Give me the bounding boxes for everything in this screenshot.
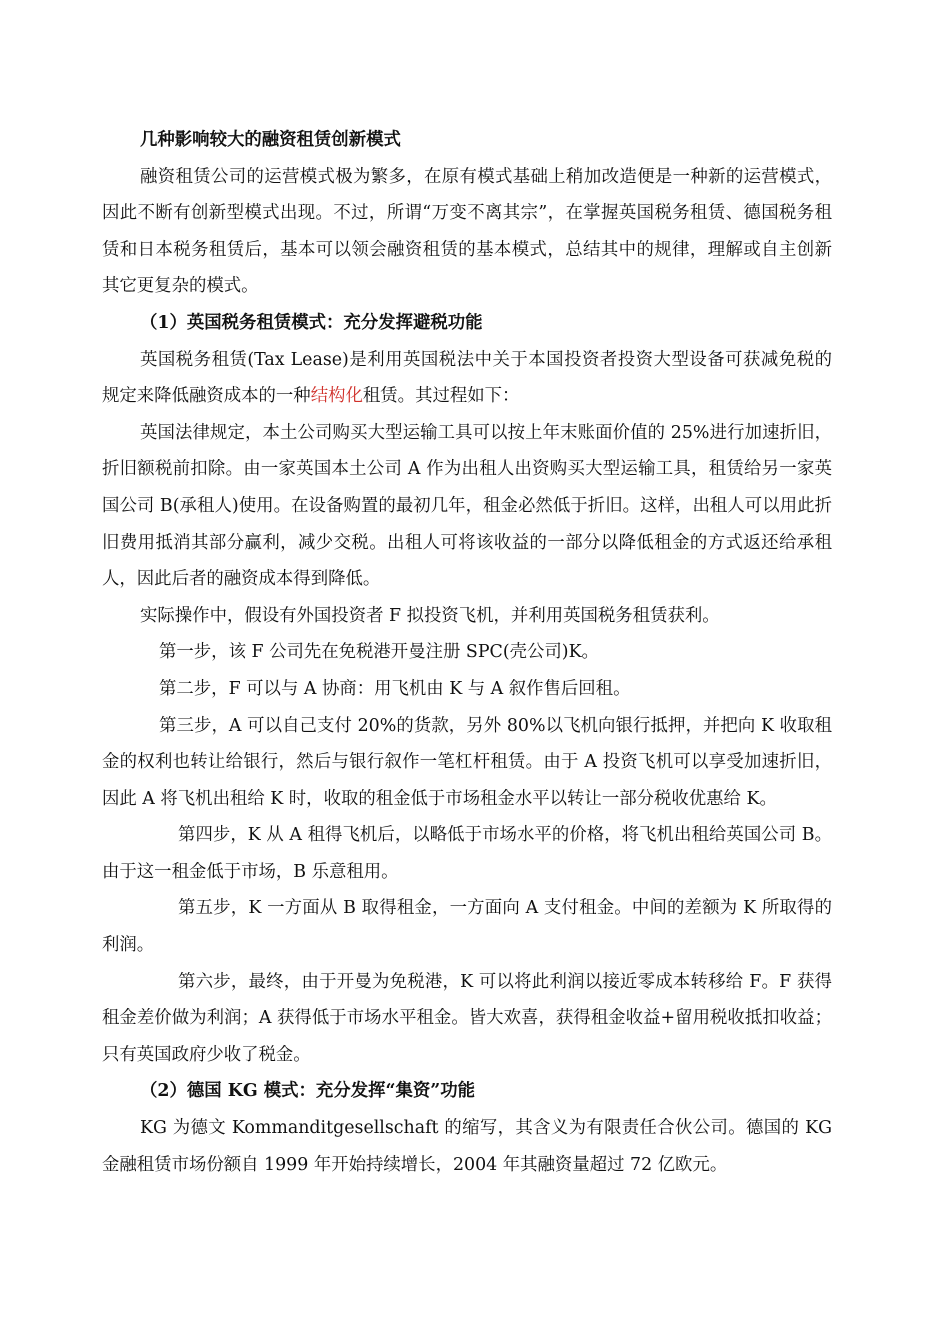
document-title: 几种影响较大的融资租赁创新模式 (140, 130, 401, 150)
paragraph-intro: 融资租赁公司的运营模式极为繁多，在原有模式基础上稍加改造便是一种新的运营模式，因此不断有创新型模式出现。不过，所谓“万变不离其宗”，在掌握英国税务租赁、德国税务租赁和日本税务租赁后，基本可以领会融资租赁的基本模式，总结其中的规律，理解或自主创新其它更复杂的模式。 (102, 166, 832, 297)
paragraph-uk-definition-text: 英国税务租赁(Tax Lease)是利用英国税法中关于本国投资者投资大型设备可获减免税的规定来降低融资成本的一种 (102, 349, 832, 407)
paragraph-uk-definition (102, 342, 832, 415)
step-one: 第一步，该 F 公司先在免税港开曼注册 SPC(壳公司)K。 (159, 642, 599, 663)
paragraph-uk-definition-tail: 租赁。其过程如下： (362, 386, 520, 407)
highlight-structured: 结构化 (310, 386, 363, 407)
step-three: 第三步，A 可以自己支付 20%的货款，另外 80%以飞机向银行抵押，并把向 K 收取租金的权利也转让给银行，然后与银行叙作一笔杠杆租赁。由于 A 投资飞机可以享受加速折旧，因此 A 将飞机出租给 K 时，收取的租金低于市场租金水平以转让一部分税收优惠给 K。 (102, 715, 832, 809)
heading-germany-kg: （2）德国 KG 模式：充分发挥“集资”功能 (140, 1081, 476, 1102)
paragraph-practice: 实际操作中，假设有外国投资者 F 拟投资飞机，并利用英国税务租赁获利。 (140, 605, 720, 626)
paragraph-uk-law: 英国法律规定，本土公司购买大型运输工具可以按上年末账面价值的 25%进行加速折旧，折旧额税前扣除。由一家英国本土公司 A 作为出租人出资购买大型运输工具，租赁给另一家英国公司 B(承租人)使用。在设备购置的最初几年，租金必然低于折旧。这样，出租人可以用此折旧费用抵消其部分赢利，减少交税。出租人可将该收益的一部分以降低租金的方式返还给承租人，因此后者的融资成本得到降低。 (102, 422, 832, 590)
document-page (102, 122, 832, 1183)
step-five: 第五步，K 一方面从 B 取得租金，一方面向 A 支付租金。中间的差额为 K 所取得的利润。 (102, 898, 832, 956)
paragraph-kg: KG 为德文 Kommanditgesellschaft 的缩写，其含义为有限责任合伙公司。德国的 KG 金融租赁市场份额自 1999 年开始持续增长，2004 年其融资量超过 72 亿欧元。 (102, 1118, 832, 1175)
step-four: 第四步，K 从 A 租得飞机后，以略低于市场水平的价格，将飞机出租给英国公司 B。 由于这一租金低于市场，B 乐意租用。 (102, 825, 832, 882)
step-two: 第二步，F 可以与 A 协商：用飞机由 K 与 A 叙作售后回租。 (159, 678, 631, 699)
heading-uk-tax-lease: （1）英国税务租赁模式：充分发挥避税功能 (140, 312, 483, 333)
step-six: 第六步，最终，由于开曼为免税港，K 可以将此利润以接近零成本转移给 F。F 获得租金差价做为利润；A 获得低于市场水平租金。皆大欢喜，获得租金收益+留用税收抵扣收益；只有英国政府少收了税金。 (102, 971, 832, 1065)
